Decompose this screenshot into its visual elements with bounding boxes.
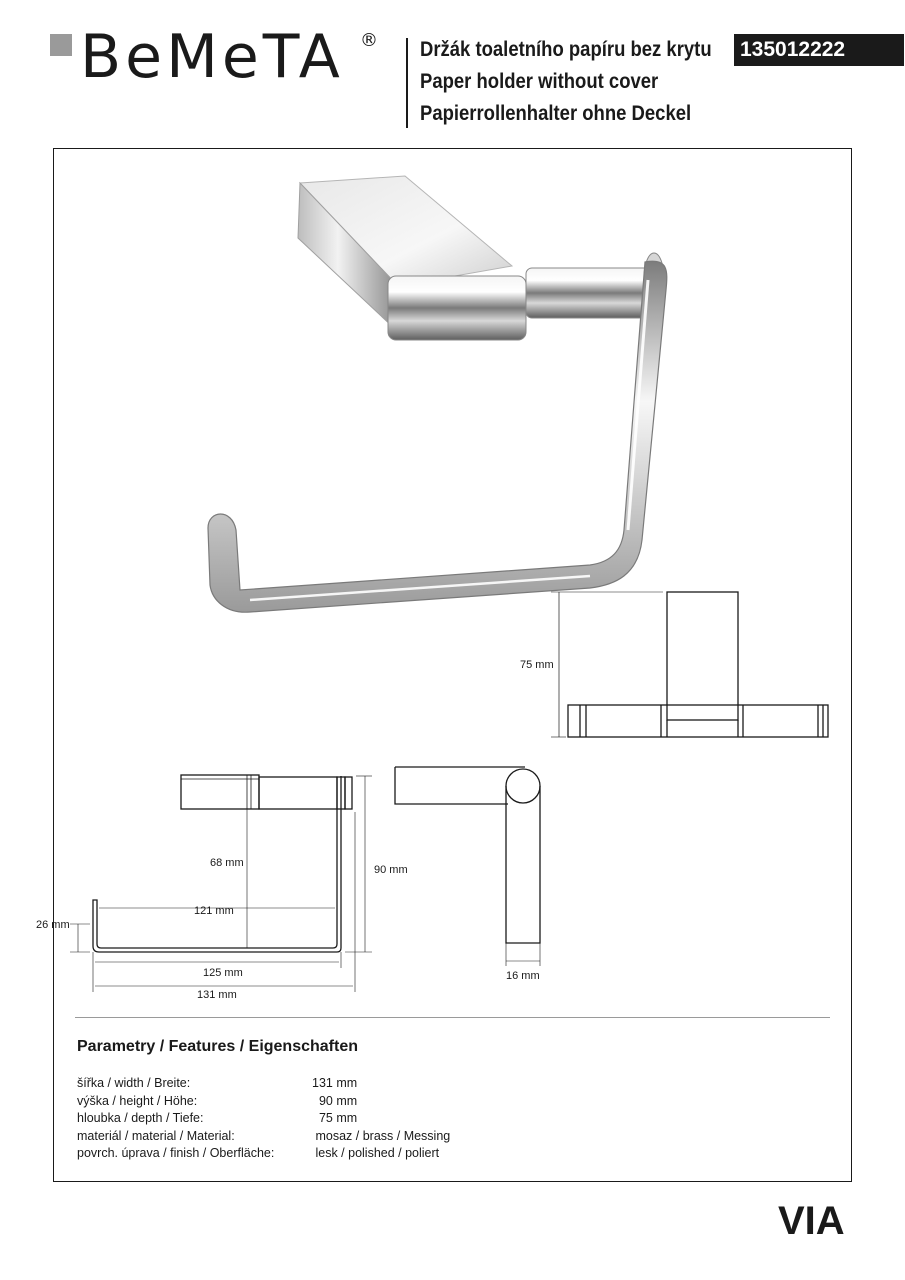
feature-row-height [77,1093,450,1111]
registered-mark: ® [360,30,378,51]
feature-value: lesk / polished / poliert [312,1146,440,1160]
feature-label: materiál / material / Material: [77,1128,235,1143]
feature-row-finish [77,1145,450,1163]
inner-height-dimension: 68 mm [210,857,244,869]
series-name: VIA [778,1199,845,1243]
depth-dimension: 75 mm [520,659,554,671]
mid-width-dimension: 125 mm [203,967,243,979]
height-dimension: 90 mm [374,864,408,876]
features-table [77,1075,450,1163]
feature-value: mosaz / brass / Messing [312,1128,451,1143]
feature-row-width [77,1075,450,1093]
title-english: Paper holder without cover [420,70,659,93]
feature-label: výška / height / Höhe: [77,1093,198,1108]
depth-view [551,592,828,737]
features-heading: Parametry / Features / Eigenschaften [77,1038,358,1055]
title-czech: Držák toaletního papíru bez krytu [420,38,712,61]
feature-value: 90 mm [312,1093,358,1108]
feature-label: hloubka / depth / Tiefe: [77,1111,204,1125]
feature-value: 131 mm [312,1076,358,1090]
inner-width-dimension: 121 mm [194,905,234,917]
features-separator [75,1017,830,1018]
thickness-dimension: 16 mm [506,970,540,982]
feature-label: šířka / width / Breite: [77,1076,191,1090]
title-german: Papierrollenhalter ohne Deckel [420,102,692,125]
feature-value: 75 mm [312,1111,358,1125]
feature-row-depth [77,1110,450,1128]
side-view [395,767,540,966]
product-photo [208,176,667,612]
product-code-badge: 135012222 [734,34,904,66]
brand-logo: BeMeTA [80,22,344,92]
tail-height-dimension: 26 mm [36,919,70,931]
front-view [70,775,372,992]
feature-label: povrch. úprava / finish / Oberfläche: [77,1146,275,1160]
total-width-dimension: 131 mm [197,989,237,1001]
feature-row-material [77,1128,450,1146]
